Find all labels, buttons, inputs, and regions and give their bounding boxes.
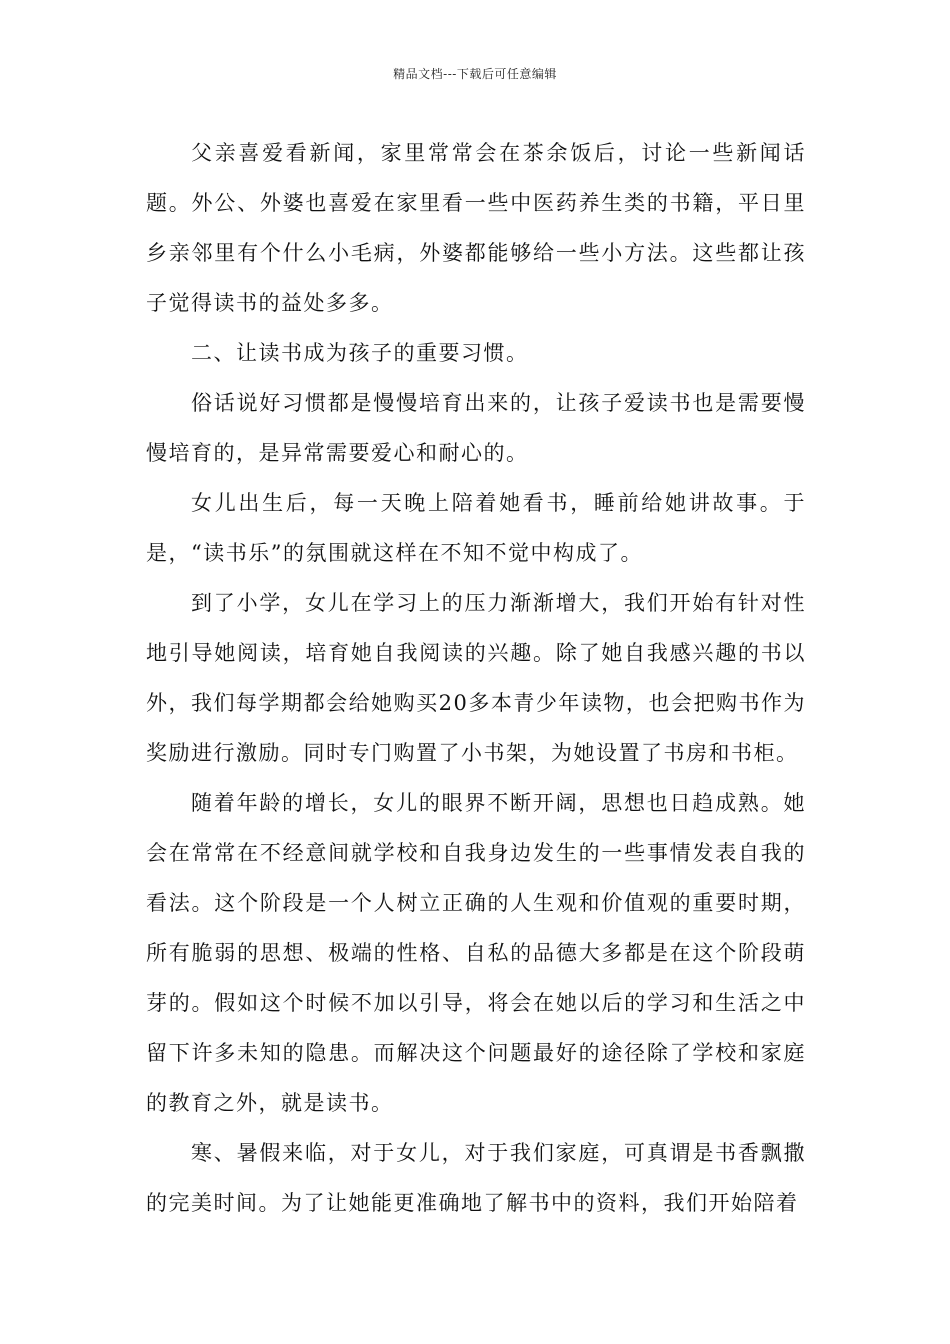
paragraph: 到了小学，女儿在学习上的压力渐渐增大，我们开始有针对性地引导她阅读，培育她自我阅读的兴趣。除了她自我感兴趣的书以外，我们每学期都会给她购买20多本青少年读物，也会把购书作为奖励进行激励。同时专门购置了小书架，为她设置了书房和书柜。 — [146, 591, 806, 765]
paragraph: 随着年龄的增长，女儿的眼界不断开阔，思想也日趋成熟。她会在常常在不经意间就学校和自我身边发生的一些事情发表自我的看法。这个阶段是一个人树立正确的人生观和价值观的重要时期，所有脆弱的思想、极端的性格、自私的品德大多都是在这个阶段萌芽的。假如这个时候不加以引导，将会在她以后的学习和生活之中留下许多未知的隐患。而解决这个问题最好的途径除了学校和家庭的教育之外，就是读书。 — [146, 791, 806, 1115]
paragraph: 寒、暑假来临，对于女儿，对于我们家庭，可真谓是书香飘撒的完美时间。为了让她能更准确地了解书中的资料，我们开始陪着 — [146, 1141, 806, 1215]
paragraph: 父亲喜爱看新闻，家里常常会在茶余饭后，讨论一些新闻话题。外公、外婆也喜爱在家里看一些中医药养生类的书籍，平日里乡亲邻里有个什么小毛病，外婆都能够给一些小方法。这些都让孩子觉得读书的益处多多。 — [146, 141, 806, 315]
paragraph: 俗话说好习惯都是慢慢培育出来的，让孩子爱读书也是需要慢慢培育的，是异常需要爱心和耐心的。 — [146, 391, 806, 465]
paragraph: 女儿出生后，每一天晚上陪着她看书，睡前给她讲故事。于是，“读书乐”的氛围就这样在不知不觉中构成了。 — [146, 491, 806, 565]
page-header: 精品文档---下载后可任意编辑 — [393, 67, 557, 81]
document-body — [146, 128, 806, 1228]
section-heading: 二、让读书成为孩子的重要习惯。 — [191, 341, 529, 365]
